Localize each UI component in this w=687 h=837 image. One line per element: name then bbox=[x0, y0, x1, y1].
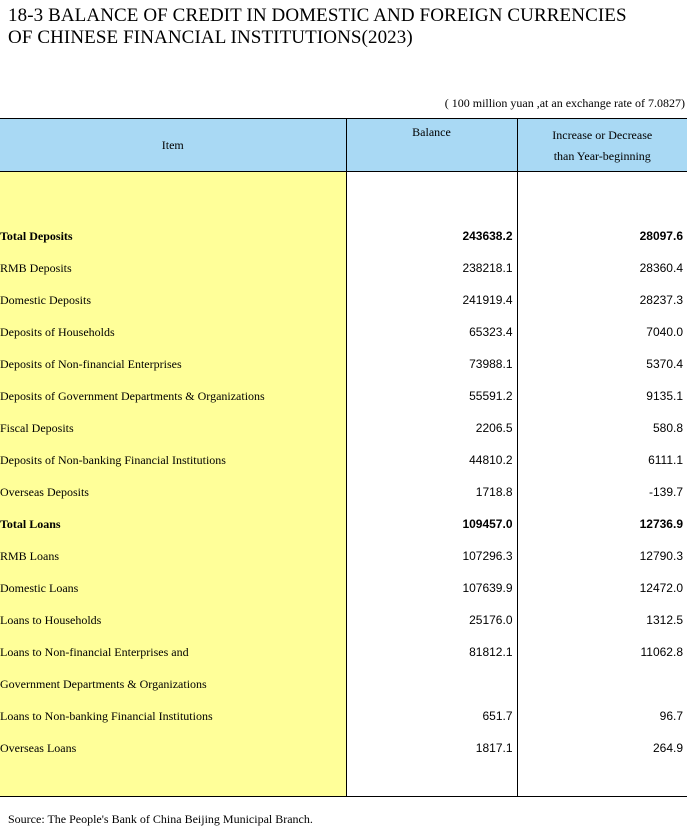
header-item: Item bbox=[0, 119, 346, 172]
row-label: Loans to Households bbox=[0, 604, 346, 636]
header-balance: Balance bbox=[346, 119, 517, 172]
row-balance: 109457.0 bbox=[346, 508, 517, 540]
page-title bbox=[8, 5, 627, 49]
row-change: 12472.0 bbox=[639, 581, 683, 595]
row-change: -139.7 bbox=[648, 485, 683, 499]
row-label: Overseas Deposits bbox=[0, 476, 346, 508]
row-change: 7040.0 bbox=[646, 325, 683, 339]
table-row bbox=[0, 508, 687, 540]
table-row bbox=[0, 668, 687, 700]
row-balance: 107639.9 bbox=[346, 572, 517, 604]
table-row bbox=[0, 540, 687, 572]
row-change: 11062.8 bbox=[640, 645, 683, 659]
table-row bbox=[0, 636, 687, 668]
row-balance: 1718.8 bbox=[346, 476, 517, 508]
row-balance: 73988.1 bbox=[346, 348, 517, 380]
row-label: Fiscal Deposits bbox=[0, 412, 346, 444]
table-spacer-row bbox=[0, 172, 687, 221]
table-row bbox=[0, 220, 687, 252]
table-row bbox=[0, 604, 687, 636]
table-row bbox=[0, 444, 687, 476]
row-label: Deposits of Non-banking Financial Institutions bbox=[0, 444, 346, 476]
source-note: Source: The People's Bank of China Beijing Municipal Branch. bbox=[8, 812, 313, 826]
table-row bbox=[0, 412, 687, 444]
table-row bbox=[0, 700, 687, 732]
row-balance: 651.7 bbox=[346, 700, 517, 732]
spacer-cell bbox=[0, 764, 346, 797]
table-row bbox=[0, 572, 687, 604]
row-change: 5370.4 bbox=[646, 357, 683, 371]
row-label: Loans to Non-financial Enterprises and bbox=[0, 636, 346, 668]
row-change: 264.9 bbox=[652, 741, 683, 755]
row-change: 96.7 bbox=[659, 709, 683, 723]
row-label: Deposits of Non-financial Enterprises bbox=[0, 348, 346, 380]
row-label: Government Departments & Organizations bbox=[0, 668, 346, 700]
table-body bbox=[0, 172, 687, 797]
row-label: Overseas Loans bbox=[0, 732, 346, 764]
row-change: 28237.3 bbox=[639, 293, 683, 307]
table-header-row bbox=[0, 119, 687, 172]
spacer-cell bbox=[517, 172, 687, 221]
spacer-cell bbox=[346, 172, 517, 221]
row-balance: 238218.1 bbox=[346, 252, 517, 284]
row-label: Total Deposits bbox=[0, 220, 346, 252]
row-change: 1312.5 bbox=[646, 613, 683, 627]
row-balance: 2206.5 bbox=[346, 412, 517, 444]
row-balance: 81812.1 bbox=[346, 636, 517, 668]
row-balance bbox=[346, 668, 517, 700]
row-balance: 25176.0 bbox=[346, 604, 517, 636]
row-change: 9135.1 bbox=[646, 389, 683, 403]
row-change: 12736.9 bbox=[639, 517, 683, 531]
table-row bbox=[0, 348, 687, 380]
table-row bbox=[0, 380, 687, 412]
row-change: 12790.3 bbox=[639, 549, 683, 563]
table-row bbox=[0, 284, 687, 316]
row-label: RMB Deposits bbox=[0, 252, 346, 284]
spacer-cell bbox=[346, 764, 517, 797]
unit-note: ( 100 million yuan ,at an exchange rate of 7.0827) bbox=[444, 96, 685, 110]
row-balance: 241919.4 bbox=[346, 284, 517, 316]
header-change bbox=[517, 119, 687, 172]
credit-balance-table bbox=[0, 118, 687, 797]
row-change: 28097.6 bbox=[639, 229, 683, 243]
row-change bbox=[517, 668, 687, 700]
row-label: Domestic Loans bbox=[0, 572, 346, 604]
table-row bbox=[0, 476, 687, 508]
spacer-cell bbox=[517, 764, 687, 797]
row-label: Deposits of Households bbox=[0, 316, 346, 348]
spacer-cell bbox=[0, 172, 346, 221]
row-change: 28360.4 bbox=[639, 261, 683, 275]
header-change-line-1: Increase or Decrease bbox=[552, 128, 653, 142]
table-row bbox=[0, 732, 687, 764]
row-label: Deposits of Government Departments & Organizations bbox=[0, 380, 346, 412]
title-line-2: OF CHINESE FINANCIAL INSTITUTIONS(2023) bbox=[8, 27, 413, 48]
row-label: Domestic Deposits bbox=[0, 284, 346, 316]
header-change-line-2: than Year-beginning bbox=[553, 149, 651, 163]
row-balance: 55591.2 bbox=[346, 380, 517, 412]
row-label: Loans to Non-banking Financial Institutions bbox=[0, 700, 346, 732]
row-change: 6111.1 bbox=[648, 453, 683, 467]
row-balance: 44810.2 bbox=[346, 444, 517, 476]
row-balance: 65323.4 bbox=[346, 316, 517, 348]
row-balance: 243638.2 bbox=[346, 220, 517, 252]
title-line-1: 18-3 BALANCE OF CREDIT IN DOMESTIC AND FOREIGN CURRENCIES bbox=[8, 5, 627, 26]
row-balance: 107296.3 bbox=[346, 540, 517, 572]
row-change: 580.8 bbox=[652, 421, 683, 435]
table-end-spacer-row bbox=[0, 764, 687, 797]
row-label: Total Loans bbox=[0, 508, 346, 540]
row-label: RMB Loans bbox=[0, 540, 346, 572]
table-row bbox=[0, 252, 687, 284]
table-row bbox=[0, 316, 687, 348]
row-balance: 1817.1 bbox=[346, 732, 517, 764]
